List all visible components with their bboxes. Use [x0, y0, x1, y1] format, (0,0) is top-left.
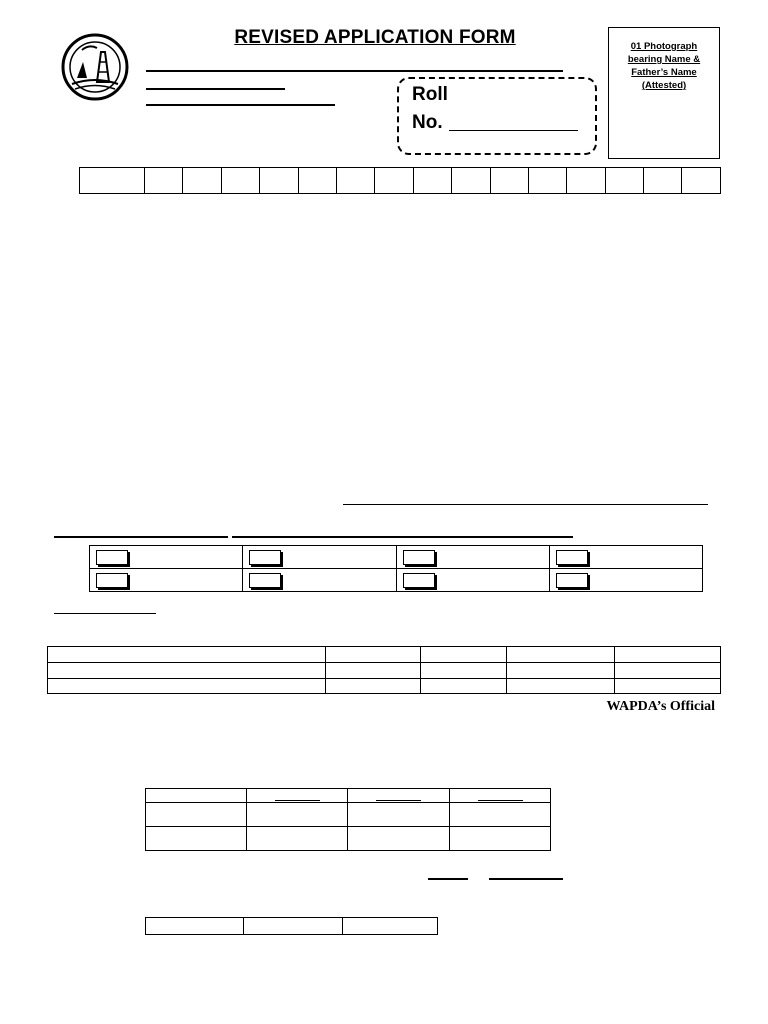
char-box[interactable]	[682, 168, 721, 194]
char-box[interactable]	[605, 168, 643, 194]
table-cell[interactable]	[146, 789, 247, 803]
table-cell[interactable]	[450, 789, 551, 803]
table-cell[interactable]	[615, 647, 721, 663]
char-box[interactable]	[644, 168, 682, 194]
table-cell[interactable]	[326, 647, 421, 663]
checkbox[interactable]	[249, 550, 281, 565]
header-line-2[interactable]	[146, 88, 285, 90]
char-box[interactable]	[183, 168, 221, 194]
char-box[interactable]	[145, 168, 183, 194]
roll-label: Roll	[412, 84, 448, 105]
table-cell[interactable]	[421, 647, 507, 663]
checkbox[interactable]	[96, 550, 128, 565]
char-box[interactable]	[260, 168, 298, 194]
checkbox-cell	[90, 569, 243, 592]
marks-table	[145, 788, 551, 851]
fill-line-a[interactable]	[343, 504, 708, 505]
cell-underline	[478, 800, 523, 801]
photo-text-line: bearing Name &	[627, 54, 701, 65]
table-cell[interactable]	[421, 678, 507, 693]
photo-text-line: (Attested)	[641, 80, 687, 91]
table-cell[interactable]	[247, 803, 348, 827]
table-cell[interactable]	[326, 678, 421, 693]
table-cell[interactable]	[247, 789, 348, 803]
character-box-row	[79, 167, 721, 194]
roll-no-label: No.	[412, 112, 443, 133]
fill-line-b[interactable]	[54, 536, 228, 538]
table-cell[interactable]	[615, 663, 721, 678]
wapda-official-label: WAPDA’s Official	[606, 699, 715, 714]
cell-underline	[275, 800, 320, 801]
checkbox-cell	[549, 546, 702, 569]
checkbox-cell	[396, 569, 549, 592]
checkbox[interactable]	[556, 573, 588, 588]
checkbox-cell	[396, 546, 549, 569]
checkbox-cell	[549, 569, 702, 592]
header-line-3[interactable]	[146, 104, 335, 106]
photo-text-line: 01 Photograph	[630, 41, 698, 52]
table-cell[interactable]	[326, 663, 421, 678]
char-box[interactable]	[567, 168, 605, 194]
table-cell[interactable]	[507, 678, 615, 693]
checkbox-cell	[90, 546, 243, 569]
roll-number-input[interactable]	[449, 130, 578, 131]
table-cell[interactable]	[146, 827, 247, 851]
table-cell[interactable]	[146, 803, 247, 827]
table-cell[interactable]	[507, 647, 615, 663]
checkbox[interactable]	[556, 550, 588, 565]
table-cell[interactable]	[343, 918, 438, 935]
fill-line-e[interactable]	[428, 878, 468, 880]
wapda-logo-icon	[57, 32, 133, 102]
checkbox-cell	[243, 569, 396, 592]
details-table	[47, 646, 721, 694]
table-cell[interactable]	[146, 918, 244, 935]
fill-line-d[interactable]	[54, 613, 156, 614]
checkbox[interactable]	[403, 573, 435, 588]
char-box[interactable]	[80, 168, 145, 194]
photograph-instructions	[610, 40, 718, 92]
table-cell[interactable]	[507, 663, 615, 678]
checkbox[interactable]	[96, 573, 128, 588]
table-cell[interactable]	[247, 827, 348, 851]
table-cell[interactable]	[48, 663, 326, 678]
checkbox[interactable]	[403, 550, 435, 565]
form-title: REVISED APPLICATION FORM	[234, 27, 516, 48]
char-box[interactable]	[375, 168, 413, 194]
table-cell[interactable]	[348, 803, 450, 827]
checkbox-cell	[243, 546, 396, 569]
char-box[interactable]	[221, 168, 259, 194]
char-box[interactable]	[452, 168, 490, 194]
table-cell[interactable]	[450, 803, 551, 827]
char-box[interactable]	[298, 168, 336, 194]
table-cell[interactable]	[615, 678, 721, 693]
table-cell[interactable]	[348, 827, 450, 851]
cell-underline	[376, 800, 421, 801]
table-cell[interactable]	[48, 647, 326, 663]
table-cell[interactable]	[48, 678, 326, 693]
table-cell[interactable]	[421, 663, 507, 678]
char-box[interactable]	[490, 168, 528, 194]
char-box[interactable]	[528, 168, 566, 194]
checkbox-grid	[89, 545, 703, 592]
photo-text-line: Father’s Name	[631, 67, 697, 78]
fill-line-c[interactable]	[232, 536, 573, 538]
table-cell[interactable]	[244, 918, 343, 935]
fill-line-f[interactable]	[489, 878, 563, 880]
char-box[interactable]	[336, 168, 374, 194]
signature-table	[145, 917, 438, 935]
char-box[interactable]	[413, 168, 451, 194]
checkbox[interactable]	[249, 573, 281, 588]
header-line-1[interactable]	[146, 70, 563, 72]
table-cell[interactable]	[348, 789, 450, 803]
table-cell[interactable]	[450, 827, 551, 851]
